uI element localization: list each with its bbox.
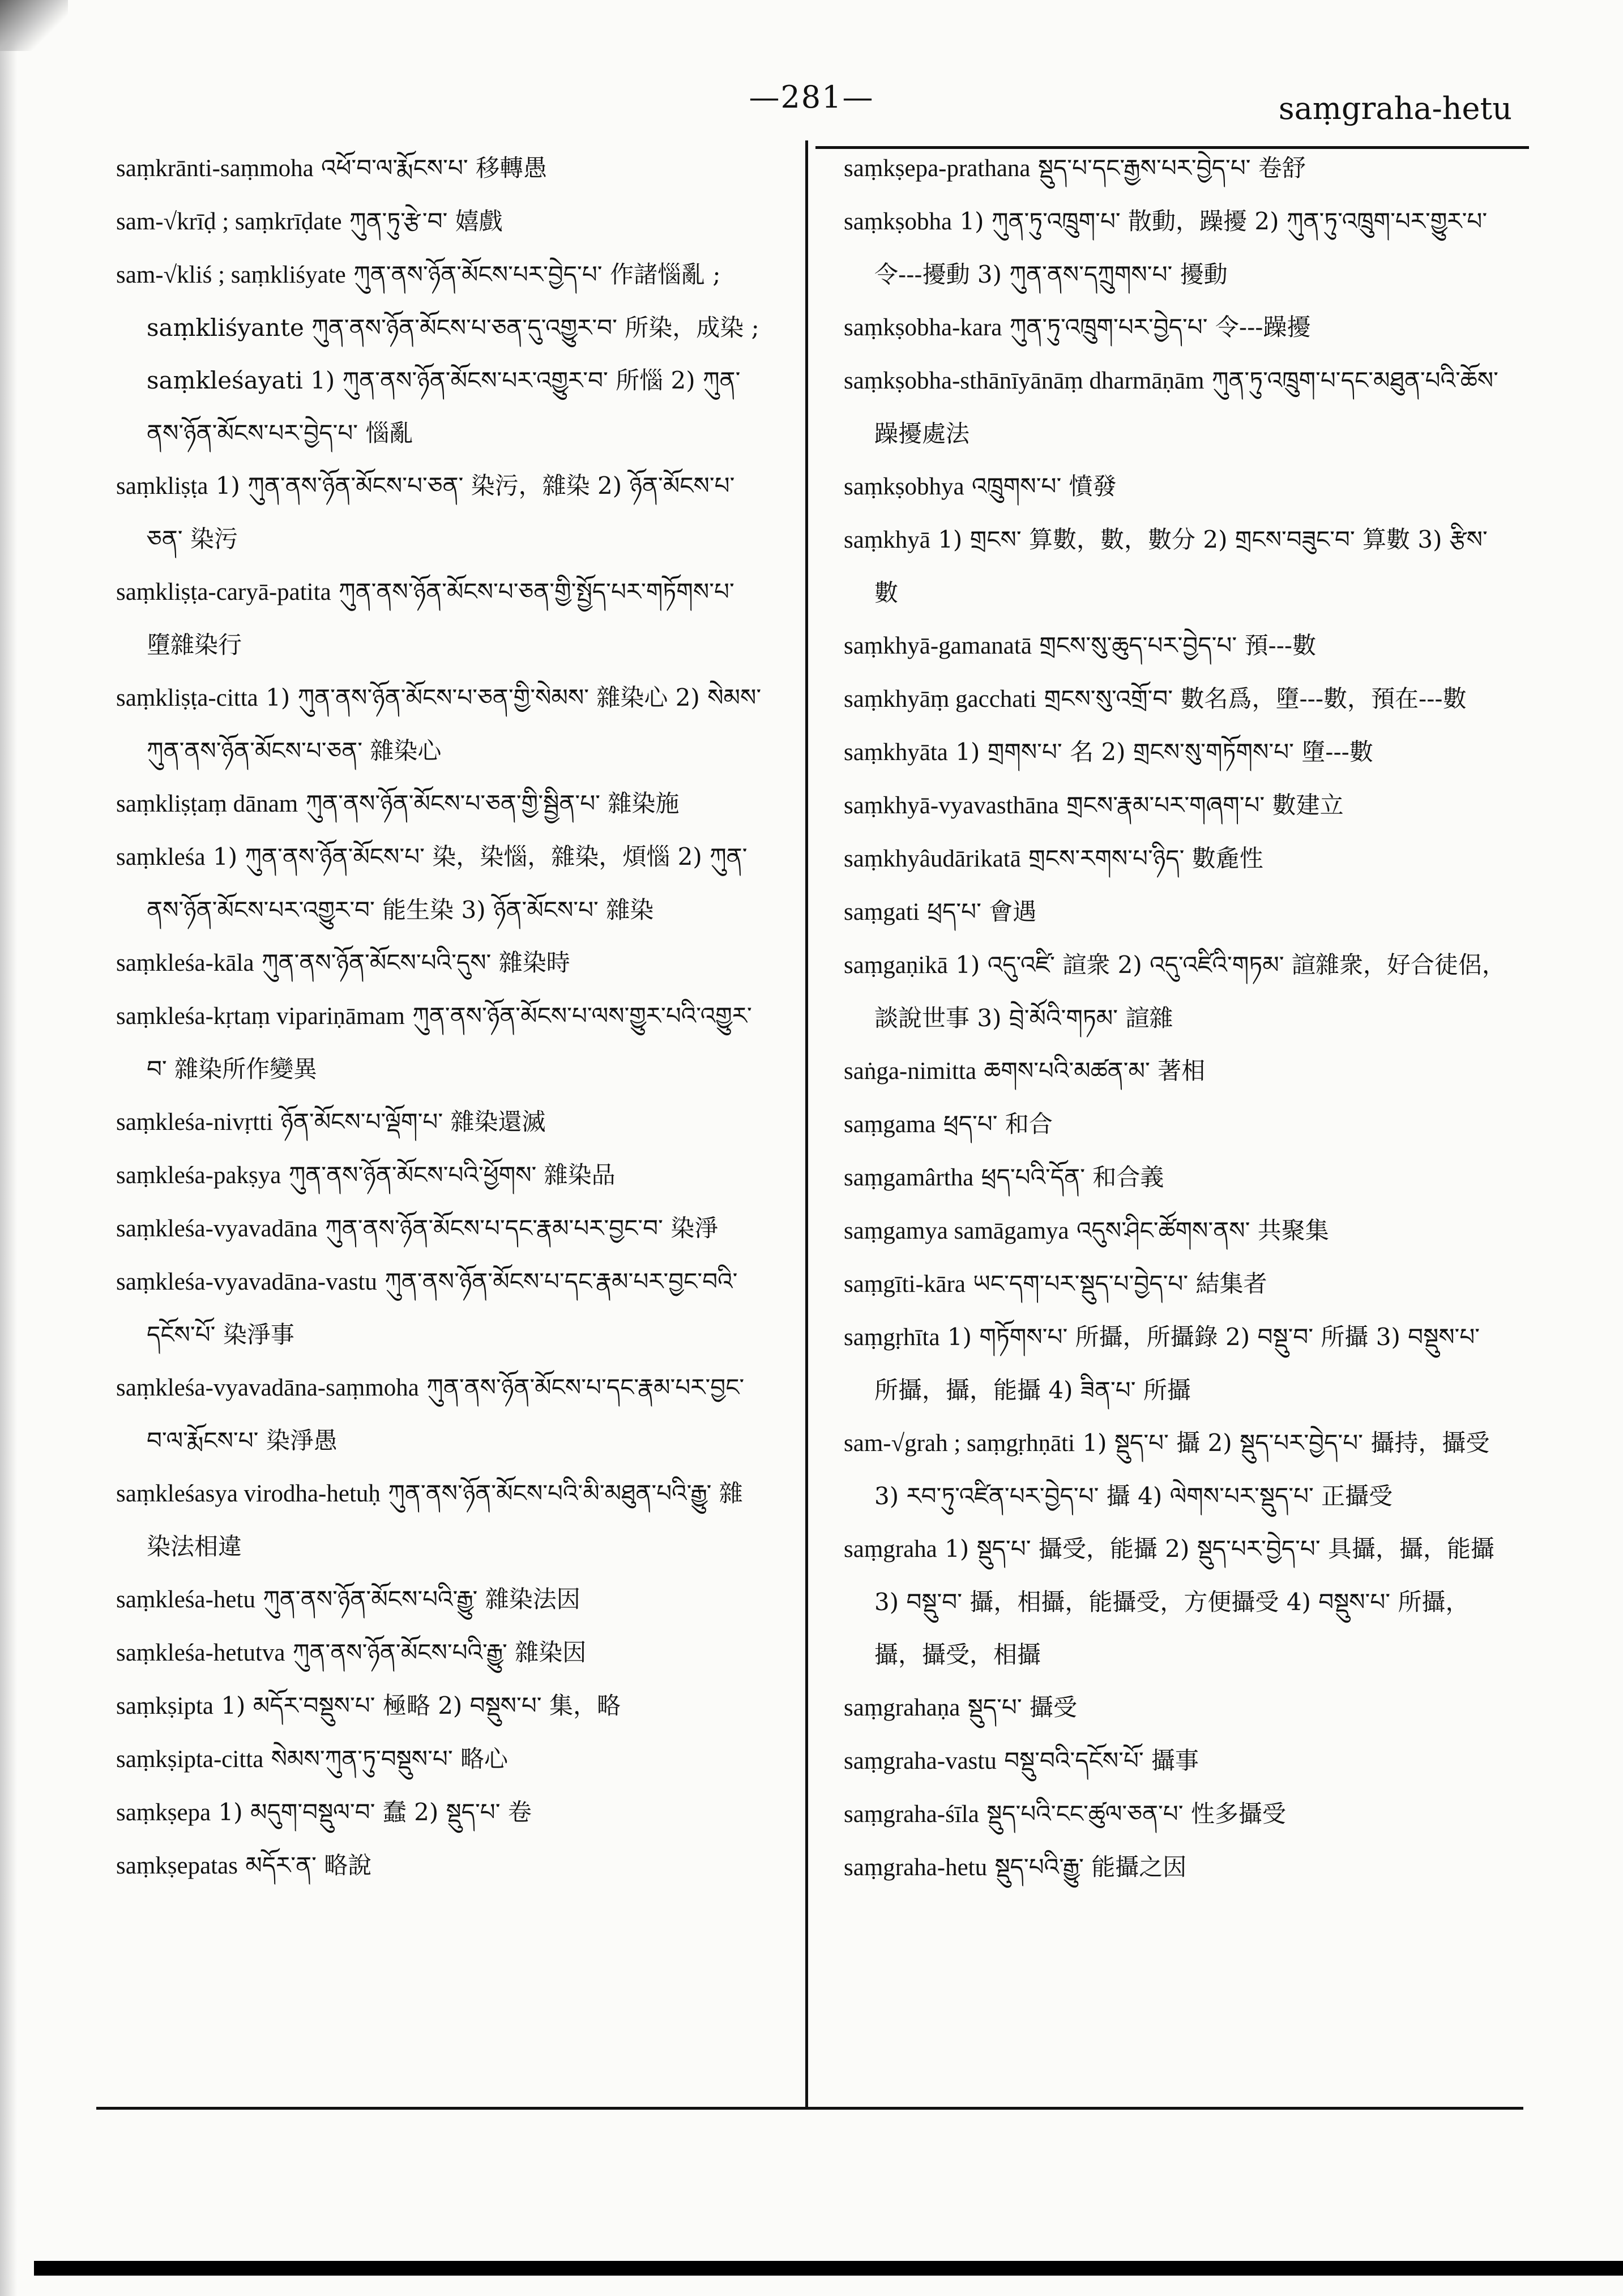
entry-definition: སྡུད་པའི་ངང་ཚུལ་ཅན་པ་ 性多攝受: [979, 1800, 1286, 1828]
entry-headword: saṃkṣobha: [844, 208, 953, 235]
entry-headword: saṃgraha-vastu: [844, 1748, 997, 1774]
dictionary-entry: [844, 1734, 1506, 1787]
entry-definition: ཀུན་ཏུ་རྩེ་བ་ 嬉戲: [341, 207, 503, 235]
dictionary-entry: [844, 1098, 1506, 1151]
entry-headword: saṃkleśasya virodha-hetuḥ: [116, 1480, 381, 1507]
entry-headword: saṃkṣepa-prathana: [844, 155, 1031, 182]
entry-definition: སྡུད་པ་ 攝受: [960, 1693, 1078, 1721]
dictionary-entry: [116, 936, 762, 989]
scan-corner-mark: [0, 0, 68, 51]
dictionary-entry: [844, 725, 1506, 779]
entry-headword: saṃkleśa-nivṛtti: [116, 1109, 274, 1136]
dictionary-entry: [844, 779, 1506, 832]
dictionary-entry: [844, 885, 1506, 938]
dictionary-entry: [844, 938, 1506, 1044]
dictionary-entry: [844, 142, 1506, 195]
dictionary-entry: [844, 460, 1506, 513]
entry-definition: ཆགས་པའི་མཚན་མ་ 著相: [976, 1057, 1206, 1085]
dictionary-entry: [116, 1839, 762, 1892]
dictionary-entry: [116, 142, 762, 195]
dictionary-entry: [844, 354, 1506, 460]
entry-definition: 1) ཀུན་ཏུ་འཁྲུག་པ་ 散動，躁擾 2) ཀུན་ཏུ་འཁྲུག་པར་གྱུར་པ་ 令---擾動 3) ཀུན་ནས་དཀྲུགས་པ་ 擾動: [874, 207, 1488, 288]
entry-headword: saṃkleśa: [116, 844, 206, 870]
entry-headword: saṅga-nimitta: [844, 1058, 977, 1085]
dictionary-entry: [116, 1679, 762, 1732]
dictionary-entry: [844, 301, 1506, 354]
dictionary-entry: [844, 1416, 1506, 1522]
entry-definition: བསྡུ་བའི་དངོས་པོ་ 攝事: [996, 1747, 1199, 1774]
entry-definition: ཀུན་ནས་ཉོན་མོངས་པའི་རྒྱུ་ 雜染因: [285, 1638, 587, 1666]
entry-headword: saṃgrahaṇa: [844, 1695, 960, 1721]
entry-headword: saṃkliṣṭaṃ dānam: [116, 791, 298, 817]
entry-headword: saṃgraha: [844, 1536, 937, 1563]
entry-definition: ཀུན་ནས་ཉོན་མོངས་པ་ཅན་གྱི་སྦྱིན་པ་ 雜染施: [298, 789, 680, 817]
dictionary-entry: [116, 1573, 762, 1626]
left-column: [116, 142, 762, 1892]
entry-headword: saṃgama: [844, 1111, 936, 1138]
entry-definition: སྡུད་པའི་རྒྱུ་ 能攝之因: [987, 1853, 1187, 1881]
entry-definition: 1) ཀུན་ནས་ཉོན་མོངས་པ་ཅན་གྱི་སེམས་ 雜染心 2) སེམས་ཀུན་ནས་ཉོན་མོངས་པ་ཅན་ 雜染心: [147, 684, 762, 765]
entry-headword: saṃkleśa-kṛtaṃ vipariṇāmam: [116, 1003, 405, 1030]
entry-definition: འདུས་ཤིང་ཚོགས་ནས་ 共聚集: [1069, 1217, 1329, 1244]
dictionary-entry: [116, 1786, 762, 1839]
entry-definition: འཁྲུགས་པ་ 憤發: [964, 472, 1117, 500]
entry-definition: ཉོན་མོངས་པ་ལྡོག་པ་ 雜染還滅: [273, 1108, 546, 1136]
dictionary-entry: [116, 1732, 762, 1786]
entry-headword: saṃkleśa-vyavadāna-saṃmoha: [116, 1375, 419, 1401]
entry-definition: ཀུན་ནས་ཉོན་མོངས་པ་དང་རྣམ་པར་བྱང་བའི་དངོས་པོ་ 染淨事: [147, 1268, 738, 1348]
entry-headword: saṃgaṇikā: [844, 952, 948, 979]
entry-definition: 1) འདུ་འཛི་ 諠衆 2) འདུ་འཛིའི་གཏམ་ 諠雜衆，好合徒侶，談說世事 3) བྲེ་མོའི་གཏམ་ 諠雜: [874, 951, 1506, 1032]
entry-headword: saṃkhyâudārikatā: [844, 846, 1021, 872]
entry-headword: saṃkleśa-vyavadāna: [116, 1215, 318, 1242]
dictionary-entry: [116, 1149, 762, 1202]
entry-headword: saṃgraha-hetu: [844, 1854, 988, 1881]
entry-definition: 1) གྲངས་ 算數，數，數分 2) གྲངས་བཟུང་བ་ 算數 3) རྩིས་ 數: [874, 526, 1488, 607]
dictionary-entry: [844, 619, 1506, 672]
entry-definition: གྲངས་རགས་པ་ཉིད་ 數麁性: [1020, 844, 1263, 872]
entry-headword: saṃgṛhīta: [844, 1324, 940, 1351]
entry-headword: saṃgīti-kāra: [844, 1271, 966, 1298]
entry-definition: 1) སྡུད་པ་ 攝受，能攝 2) སྡུད་པར་བྱེད་པ་ 具攝，攝，能攝 3) བསྡུ་བ་ 攝，相攝，能攝受，方便攝受 4) བསྡུས་པ་ 所攝，攝，攝受，相攝: [874, 1535, 1494, 1668]
entry-headword: saṃkrānti-saṃmoha: [116, 155, 314, 182]
entry-headword: saṃgamârtha: [844, 1164, 974, 1191]
entry-headword: saṃgraha-śīla: [844, 1801, 979, 1828]
dictionary-entry: [116, 459, 762, 565]
dictionary-entry: [844, 1311, 1506, 1416]
dictionary-entry: [116, 671, 762, 777]
entry-headword: saṃkleśa-pakṣya: [116, 1162, 281, 1189]
entry-definition: ཀུན་ནས་ཉོན་མོངས་པ་ཅན་གྱི་སྤྱོད་པར་གཏོགས་པ་ 墮雜染行: [147, 578, 734, 659]
entry-definition: ཀུན་ནས་ཉོན་མོངས་པའི་དུས་ 雜染時: [254, 949, 570, 976]
entry-headword: saṃgamya samāgamya: [844, 1218, 1069, 1244]
entry-definition: 1) ཀུན་ནས་ཉོན་མོངས་པ་ 染，染惱，雜染，煩惱 2) ཀུན་ནས་ཉོན་མོངས་པར་འགྱུར་བ་ 能生染 3) ཉོན་མོངས་པ་ 雜染: [147, 843, 748, 924]
entry-headword: saṃkliṣṭa-caryā-patita: [116, 579, 331, 605]
dictionary-entry: [844, 1522, 1506, 1681]
column-divider: [805, 140, 808, 2108]
dictionary-entry: [116, 248, 762, 459]
entry-headword: sam-√kliś ; saṃkliśyate: [116, 262, 346, 288]
entry-headword: saṃkṣobha-kara: [844, 314, 1002, 341]
entry-definition: ཀུན་ནས་ཉོན་མོངས་པའི་རྒྱུ་ 雜染法因: [255, 1585, 580, 1613]
entry-definition: མདོར་ན་ 略說: [237, 1851, 372, 1879]
dictionary-entry: [116, 1467, 762, 1573]
entry-definition: སྡུད་པ་དང་རྒྱས་པར་བྱེད་པ་ 卷舒: [1030, 154, 1306, 182]
scan-bottom-band: [34, 2261, 1623, 2276]
entry-definition: 1) མདུག་བསྡུལ་བ་ 蠢 2) སྡུད་པ་ 卷: [211, 1798, 532, 1826]
dictionary-entry: [844, 832, 1506, 885]
entry-headword: sam-√grah ; saṃgṛhṇāti: [844, 1430, 1075, 1457]
entry-headword: saṃkhyā: [844, 527, 930, 553]
dictionary-entry: [116, 1255, 762, 1361]
entry-headword: saṃkhyā-vyavasthāna: [844, 792, 1059, 819]
dictionary-entry: [844, 513, 1506, 619]
right-column: [844, 142, 1506, 1894]
entry-definition: 1) མདོར་བསྡུས་པ་ 極略 2) བསྡུས་པ་ 集，略: [213, 1692, 621, 1719]
dictionary-entry: [116, 1202, 762, 1255]
entry-definition: ཀུན་ནས་ཉོན་མོངས་པ་དང་རྣམ་པར་བྱང་བ་ལ་རྨོངས་པ་ 染淨愚: [147, 1373, 745, 1454]
dictionary-entry: [116, 1626, 762, 1679]
dictionary-entry: [844, 1044, 1506, 1098]
entry-headword: saṃkṣepatas: [116, 1853, 238, 1879]
entry-definition: ཀུན་ཏུ་འཁྲུག་པར་བྱེད་པ་ 令---躁擾: [1002, 313, 1311, 341]
entry-headword: saṃkleśa-hetu: [116, 1586, 255, 1613]
entry-definition: ཕྲད་པའི་དོན་ 和合義: [973, 1163, 1164, 1191]
running-head: saṃgraha-hetu: [1278, 91, 1512, 126]
entry-definition: ཀུན་ནས་ཉོན་མོངས་པར་བྱེད་པ་ 作諸惱亂 ; saṃkliśyante ཀུན་ནས་ཉོན་མོངས་པ་ཅན་དུ་འགྱུར་བ་ 所染，成染 ; saṃkleśayati 1) ཀུན་ནས་ཉོན་མོངས་པར་འགྱུར་བ་ 所惱 2) ཀུན་ནས་ཉོན་མོངས་པར་བྱེད་པ་ 惱亂: [147, 261, 759, 447]
entry-definition: ཀུན་ནས་ཉོན་མོངས་པའི་ཕྱོགས་ 雜染品: [281, 1161, 616, 1189]
dictionary-entry: [116, 1361, 762, 1467]
dictionary-entry: [844, 1787, 1506, 1841]
entry-headword: saṃkṣobha-sthānīyānāṃ dharmāṇām: [844, 368, 1205, 394]
dictionary-entry: [844, 1204, 1506, 1257]
scan-edge-shadow: [0, 0, 17, 2296]
entry-headword: saṃkṣobhya: [844, 473, 964, 500]
dictionary-entry: [844, 195, 1506, 301]
entry-headword: saṃgati: [844, 899, 920, 925]
entry-definition: 1) གཏོགས་པ་ 所攝，所攝錄 2) བསྡུ་བ་ 所攝 3) བསྡུས་པ་ 所攝，攝，能攝 4) ཟིན་པ་ 所攝: [874, 1323, 1480, 1404]
entry-definition: ཡང་དག་པར་སྡུད་པ་བྱེད་པ་ 結集者: [965, 1270, 1267, 1298]
dictionary-entry: [116, 989, 762, 1095]
dictionary-entry: [844, 1151, 1506, 1204]
dictionary-entry: [844, 672, 1506, 725]
entry-definition: འཕོ་བ་ལ་རྨོངས་པ་ 移轉愚: [313, 154, 548, 182]
entry-definition: ཀུན་ནས་ཉོན་མོངས་པ་ལས་གྱུར་པའི་འགྱུར་བ་ 雜染所作變異: [147, 1002, 752, 1083]
entry-headword: saṃkṣipta: [116, 1693, 213, 1719]
page-number: —281—: [749, 79, 874, 115]
dictionary-entry: [116, 777, 762, 830]
dictionary-entry: [116, 565, 762, 671]
entry-definition: 1) གྲགས་པ་ 名 2) གྲངས་སུ་གཏོགས་པ་ 墮---數: [947, 738, 1373, 766]
dictionary-entry: [844, 1257, 1506, 1311]
dictionary-entry: [844, 1841, 1506, 1894]
footer-rule: [96, 2107, 1523, 2110]
entry-definition: ཕྲད་པ་ 會遇: [919, 898, 1037, 925]
entry-headword: saṃkliṣṭa-citta: [116, 685, 258, 711]
entry-headword: sam-√krīḍ ; saṃkrīḍate: [116, 208, 342, 235]
entry-definition: ཀུན་ནས་ཉོན་མོངས་པ་དང་རྣམ་པར་བྱང་བ་ 染淨: [317, 1214, 719, 1242]
entry-definition: སེམས་ཀུན་ཏུ་བསྡུས་པ་ 略心: [263, 1745, 509, 1773]
entry-headword: saṃkleśa-kāla: [116, 950, 254, 976]
entry-headword: saṃkhyā-gamanatā: [844, 633, 1032, 659]
dictionary-entry: [844, 1681, 1506, 1734]
entry-definition: གྲངས་སུ་ཆུད་པར་བྱེད་པ་ 預---數: [1031, 631, 1317, 659]
entry-definition: ཀུན་ཏུ་འཁྲུག་པ་དང་མཐུན་པའི་ཆོས་ 躁擾處法: [874, 366, 1498, 447]
dictionary-entry: [116, 830, 762, 936]
entry-definition: ཀུན་ནས་ཉོན་མོངས་པའི་མི་མཐུན་པའི་རྒྱུ་ 雜染法相違: [147, 1479, 743, 1560]
entry-definition: གྲངས་སུ་འགྲོ་བ་ 數名爲，墮---數，預在---數: [1036, 685, 1467, 712]
entry-definition: 1) ཀུན་ནས་ཉོན་མོངས་པ་ཅན་ 染污，雜染 2) ཉོན་མོངས་པ་ཅན་ 染污: [147, 472, 735, 553]
entry-definition: ཕྲད་པ་ 和合: [936, 1110, 1053, 1138]
entry-headword: saṃkṣipta-citta: [116, 1746, 264, 1773]
dictionary-entry: [116, 195, 762, 248]
dictionary-entry: [116, 1095, 762, 1149]
entry-headword: saṃkleśa-hetutva: [116, 1640, 285, 1666]
entry-definition: 1) སྡུད་པ་ 攝 2) སྡུད་པར་བྱེད་པ་ 攝持，攝受 3) རབ་ཏུ་འཛིན་པར་བྱེད་པ་ 攝 4) ལེགས་པར་སྡུད་པ་ 正攝受: [874, 1429, 1490, 1510]
entry-headword: saṃkliṣṭa: [116, 473, 208, 500]
entry-headword: saṃkṣepa: [116, 1799, 211, 1826]
entry-headword: saṃkhyāṃ gacchati: [844, 686, 1037, 712]
entry-headword: saṃkhyāta: [844, 739, 948, 766]
entry-headword: saṃkleśa-vyavadāna-vastu: [116, 1269, 377, 1295]
entry-definition: གྲངས་རྣམ་པར་གཞག་པ་ 數建立: [1058, 791, 1344, 819]
